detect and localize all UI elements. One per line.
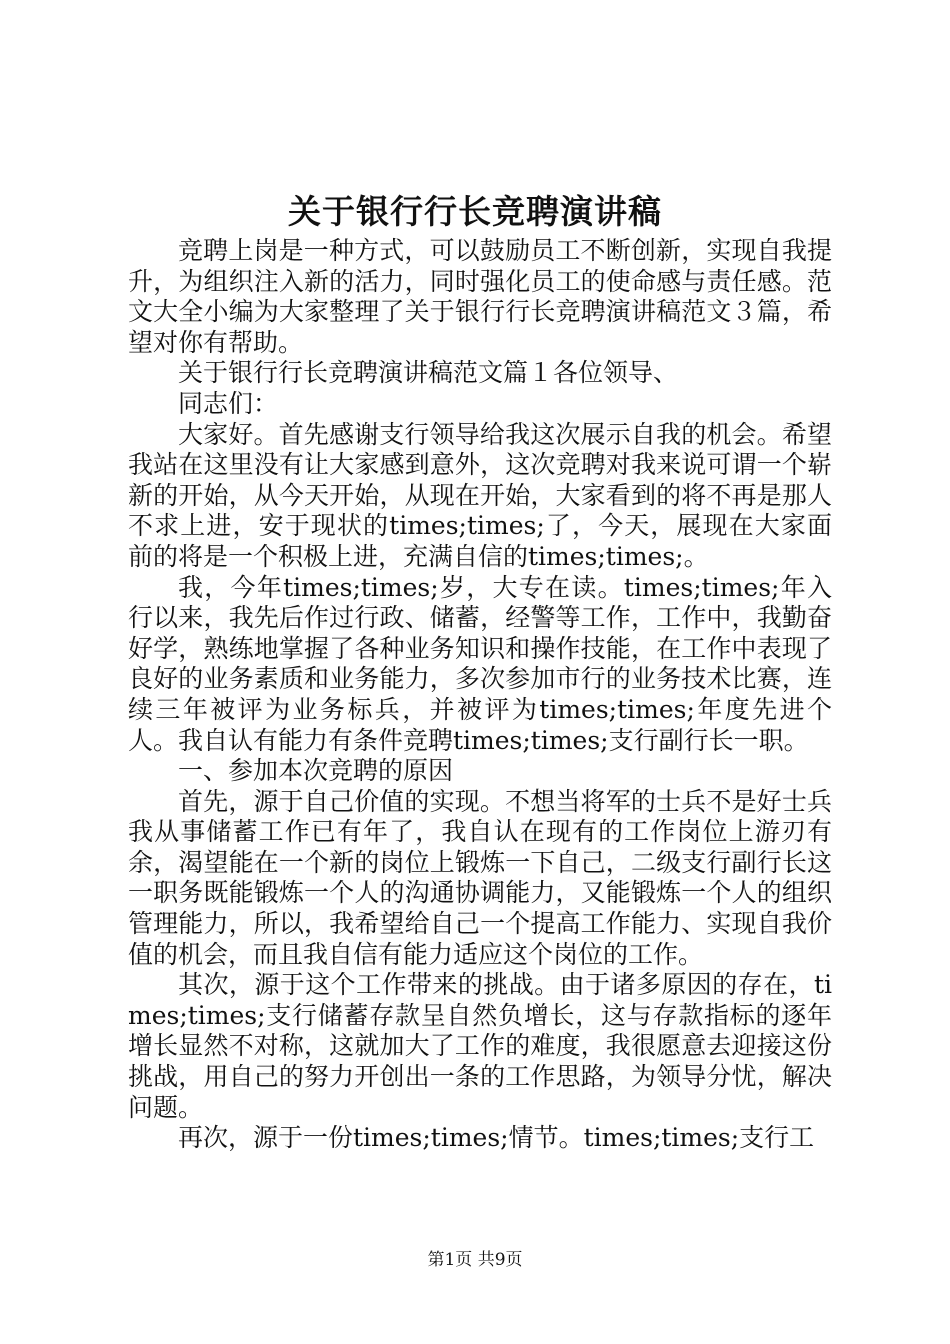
paragraph-salutation: 同志们： bbox=[178, 388, 279, 418]
paragraph-heading-1: 关于银行行长竞聘演讲稿范文篇１各位领导、 bbox=[178, 358, 679, 388]
document-title: 关于银行行长竞聘演讲稿 bbox=[288, 192, 662, 231]
section-heading-reasons: 一、参加本次竞聘的原因 bbox=[178, 756, 454, 786]
page-footer: 第1页 共9页 bbox=[427, 1250, 523, 1270]
paragraph-reason-second: 其次，源于这个工作带来的挑战。由于诸多原因的存在，times;times;支行储蓄存款呈自然负增长，这与存款指标的逐年增长显然不对称，这就加大了工作的难度，我很愿意去迎接这份挑战，用自己的努力开创出一条的工作思路，为领导分忧，解决问题。 bbox=[128, 970, 832, 1122]
paragraph-reason-third: 再次，源于一份times;times;情节。times;times;支行工 bbox=[178, 1123, 815, 1153]
document-body bbox=[128, 236, 832, 1154]
paragraph-greeting: 大家好。首先感谢支行领导给我这次展示自我的机会。希望我站在这里没有让大家感到意外，这次竞聘对我来说可谓一个崭新的开始，从今天开始，从现在开始，大家看到的将不再是那人不求上进，安于现状的times;times;了，今天，展现在大家面前的将是一个积极上进，充满自信的times;times;。 bbox=[128, 419, 832, 571]
paragraph-intro: 竞聘上岗是一种方式，可以鼓励员工不断创新，实现自我提升，为组织注入新的活力，同时强化员工的使命感与责任感。范文大全小编为大家整理了关于银行行长竞聘演讲稿范文３篇，希望对你有帮助。 bbox=[128, 236, 832, 357]
paragraph-background: 我，今年times;times;岁，大专在读。times;times;年入行以来，我先后作过行政、储蓄，经警等工作，工作中，我勤奋好学，熟练地掌握了各种业务知识和操作技能，在工作中表现了良好的业务素质和业务能力，多次参加市行的业务技术比赛，连续三年被评为业务标兵，并被评为times;times;年度先进个人。我自认有能力有条件竞聘times;times;支行副行长一职。 bbox=[128, 572, 832, 755]
paragraph-reason-first: 首先，源于自己价值的实现。不想当将军的士兵不是好士兵我从事储蓄工作已有年了，我自认在现有的工作岗位上游刃有余，渴望能在一个新的岗位上锻炼一下自己，二级支行副行长这一职务既能锻炼一个人的沟通协调能力，又能锻炼一个人的组织管理能力，所以，我希望给自己一个提高工作能力、实现自我价值的机会，而且我自信有能力适应这个岗位的工作。 bbox=[128, 786, 832, 969]
